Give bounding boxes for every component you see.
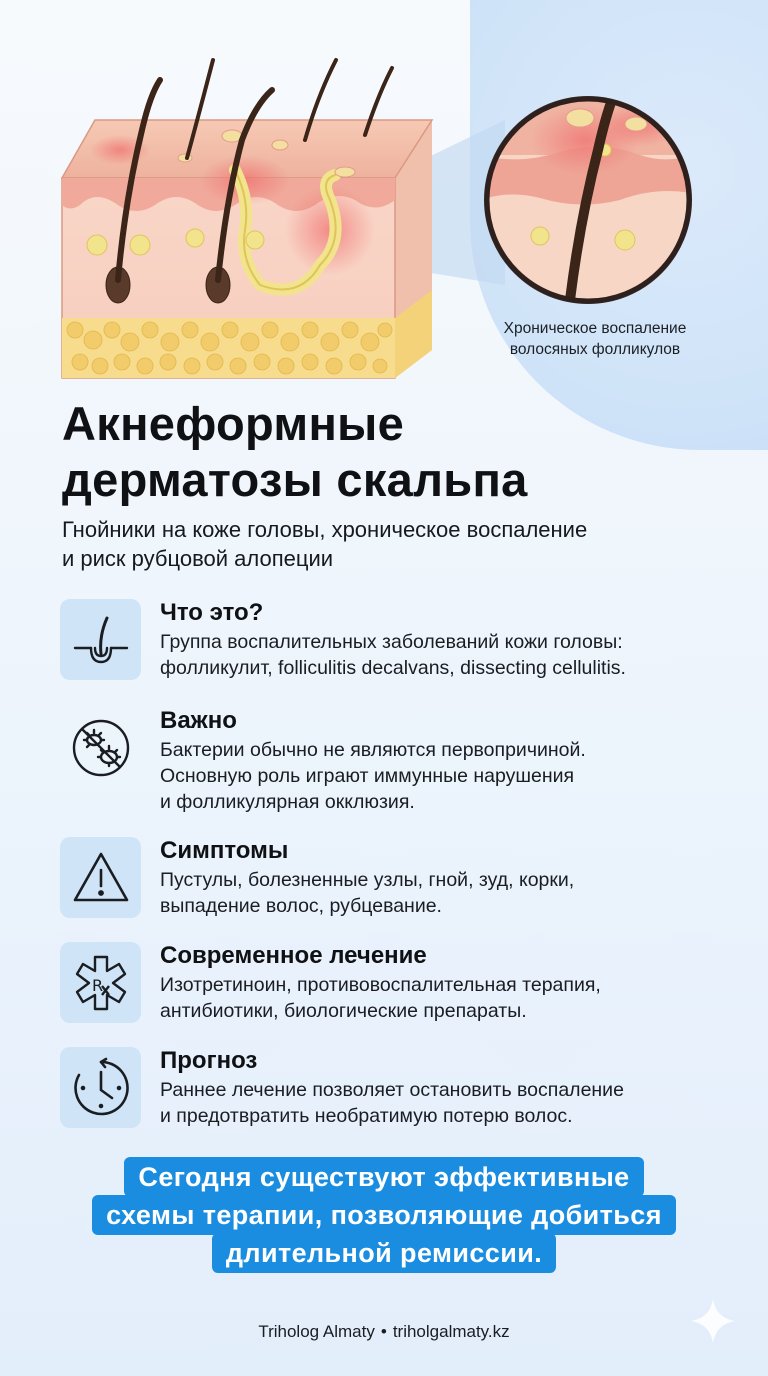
page-title (62, 396, 742, 508)
info-item-symptoms (60, 837, 750, 947)
info-item-important (60, 707, 750, 817)
item-line: Бактерии обычно не являются первопричиной. (160, 739, 586, 761)
clock-icon (60, 1047, 141, 1128)
footer-separator: • (380, 1322, 387, 1341)
item-body (160, 1077, 760, 1129)
footer-brand: Triholog Almaty (258, 1322, 375, 1341)
title-line1: Акнеформные (62, 397, 405, 450)
warning-icon (60, 837, 141, 918)
zoom-caption-line2: волосяных фолликулов (509, 341, 681, 358)
item-line: фолликулит, folliculitis decalvans, dissecting cellulitis. (160, 657, 626, 679)
rx-medical-icon (60, 942, 141, 1023)
title-line2: дерматозы скальпа (62, 453, 528, 506)
item-line: антибиотики, биологические препараты. (160, 1000, 527, 1022)
item-line: Основную роль играют иммунные нарушения (160, 765, 575, 787)
item-heading: Что это? (160, 599, 264, 626)
subtitle (62, 515, 752, 573)
item-line: и предотвратить необратимую потерю волос. (160, 1105, 573, 1127)
item-body (160, 737, 760, 815)
svg-text:R: R (91, 975, 103, 995)
item-heading: Симптомы (160, 837, 289, 864)
zoom-caption (440, 318, 750, 360)
footer-site-link[interactable]: triholgalmaty.kz (392, 1322, 510, 1341)
item-line: выпадение волос, рубцевание. (160, 895, 442, 917)
item-heading: Современное лечение (160, 942, 427, 969)
callout-line1: Сегодня существуют эффективные (124, 1157, 643, 1197)
callout-line2: схемы терапии, позволяющие добиться (92, 1195, 676, 1235)
no-bacteria-icon (60, 707, 141, 788)
item-heading: Важно (160, 707, 237, 734)
zoom-caption-line1: Хроническое воспаление (503, 320, 687, 337)
item-body (160, 629, 760, 681)
callout-banner (0, 1158, 768, 1272)
item-body (160, 867, 760, 919)
info-item-prognosis (60, 1047, 750, 1157)
subtitle-line2: и риск рубцовой алопеции (62, 546, 334, 571)
footer (0, 1322, 768, 1342)
callout-line3: длительной ремиссии. (212, 1233, 556, 1273)
item-line: Изотретиноин, противовоспалительная терапия, (160, 974, 601, 996)
item-body (160, 972, 760, 1024)
subtitle-line1: Гнойники на коже головы, хроническое воспаление (62, 517, 588, 542)
sparkle-icon (688, 1296, 738, 1346)
item-line: Раннее лечение позволяет остановить воспаление (160, 1079, 624, 1101)
item-line: Группа воспалительных заболеваний кожи головы: (160, 631, 623, 653)
item-heading: Прогноз (160, 1047, 258, 1074)
info-item-treatment (60, 942, 750, 1052)
item-line: и фолликулярная окклюзия. (160, 791, 415, 813)
info-item-what-is-it (60, 599, 750, 709)
hair-follicle-icon (60, 599, 141, 680)
item-line: Пустулы, болезненные узлы, гной, зуд, корки, (160, 869, 575, 891)
